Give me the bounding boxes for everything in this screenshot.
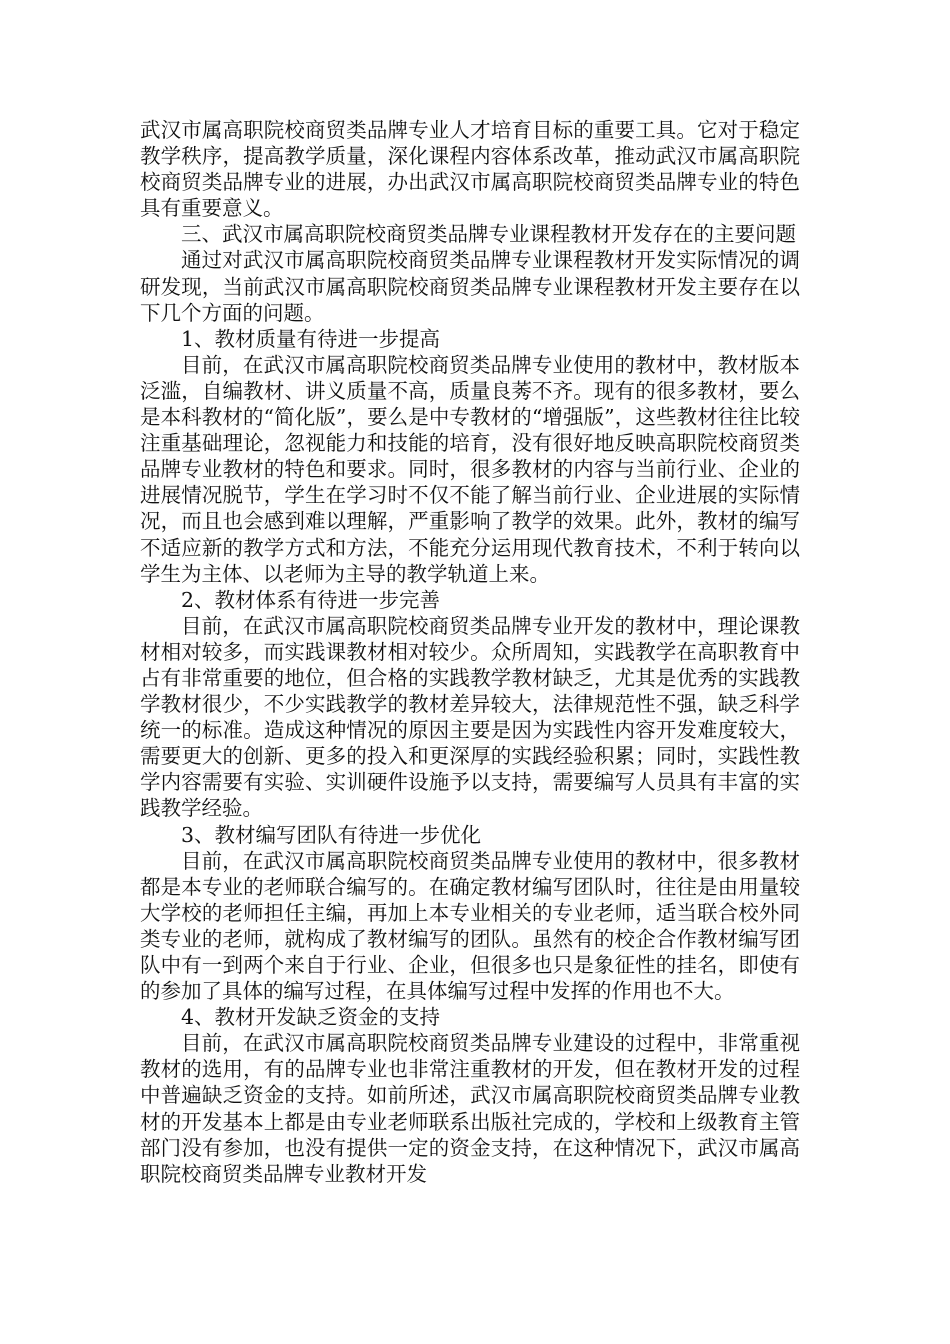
paragraph-2: 目前，在武汉市属高职院校商贸类品牌专业开发的教材中，理论课教材相对较多，而实践课教材相对较少。众所周知，实践教学在高职教育中占有非常重要的地位，但合格的实践教学教材缺乏，尤其是优秀的实践教学教材很少，不少实践教学的教材差异较大，法律规范性不强，缺乏科学统一的标准。造成这种情况的原因主要是因为实践性内容开发难度较大，需要更大的创新、更多的投入和更深厚的实践经验积累；同时，实践性教学内容需要有实验、实训硬件设施予以支持，需要编写人员具有丰富的实践教学经验。 [140,613,800,821]
subheading-4: 4、教材开发缺乏资金的支持 [181,1005,441,1030]
paragraph-3: 目前，在武汉市属高职院校商贸类品牌专业使用的教材中，很多教材都是本专业的老师联合编写的。在确定教材编写团队时，往往是由用量较大学校的老师担任主编，再加上本专业相关的专业老师，适当联合校外同类专业的老师，就构成了教材编写的团队。虽然有的校企合作教材编写团队中有一到两个来自于行业、企业，但很多也只是象征性的挂名，即使有的参加了具体的编写过程，在具体编写过程中发挥的作用也不大。 [140,848,800,1004]
document-body [140,117,800,1187]
paragraph-continuation: 武汉市属高职院校商贸类品牌专业人才培育目标的重要工具。它对于稳定教学秩序，提高教学质量，深化课程内容体系改革，推动武汉市属高职院校商贸类品牌专业的进展，办出武汉市属高职院校商贸类品牌专业的特色具有重要意义。 [140,118,800,221]
paragraph-1: 目前，在武汉市属高职院校商贸类品牌专业使用的教材中，教材版本泛滥，自编教材、讲义质量不高，质量良莠不齐。现有的很多教材，要么是本科教材的“简化版”，要么是中专教材的“增强版”，这些教材往往比较注重基础理论，忽视能力和技能的培育，没有很好地反映高职院校商贸类品牌专业教材的特色和要求。同时，很多教材的内容与当前行业、企业的进展情况脱节，学生在学习时不仅不能了解当前行业、企业进展的实际情况，而且也会感到难以理解，严重影响了教学的效果。此外，教材的编写不适应新的教学方式和方法，不能充分运用现代教育技术，不利于转向以学生为主体、以老师为主导的教学轨道上来。 [140,352,800,586]
paragraph-4: 目前，在武汉市属高职院校商贸类品牌专业建设的过程中，非常重视教材的选用，有的品牌专业也非常注重教材的开发，但在教材开发的过程中普遍缺乏资金的支持。如前所述，武汉市属高职院校商贸类品牌专业教材的开发基本上都是由专业老师联系出版社完成的，学校和上级教育主管部门没有参加，也没有提供一定的资金支持，在这种情况下，武汉市属高职院校商贸类品牌专业教材开发 [140,1031,800,1186]
section-heading-3: 三、武汉市属高职院校商贸类品牌专业课程教材开发存在的主要问题 [181,222,796,247]
subheading-3: 3、教材编写团队有待进一步优化 [181,822,482,847]
subheading-1: 1、教材质量有待进一步提高 [181,326,441,351]
paragraph-intro: 通过对武汉市属高职院校商贸类品牌专业课程教材开发实际情况的调研发现，当前武汉市属高职院校商贸类品牌专业课程教材开发主要存在以下几个方面的问题。 [140,248,800,325]
subheading-2: 2、教材体系有待进一步完善 [181,587,441,612]
